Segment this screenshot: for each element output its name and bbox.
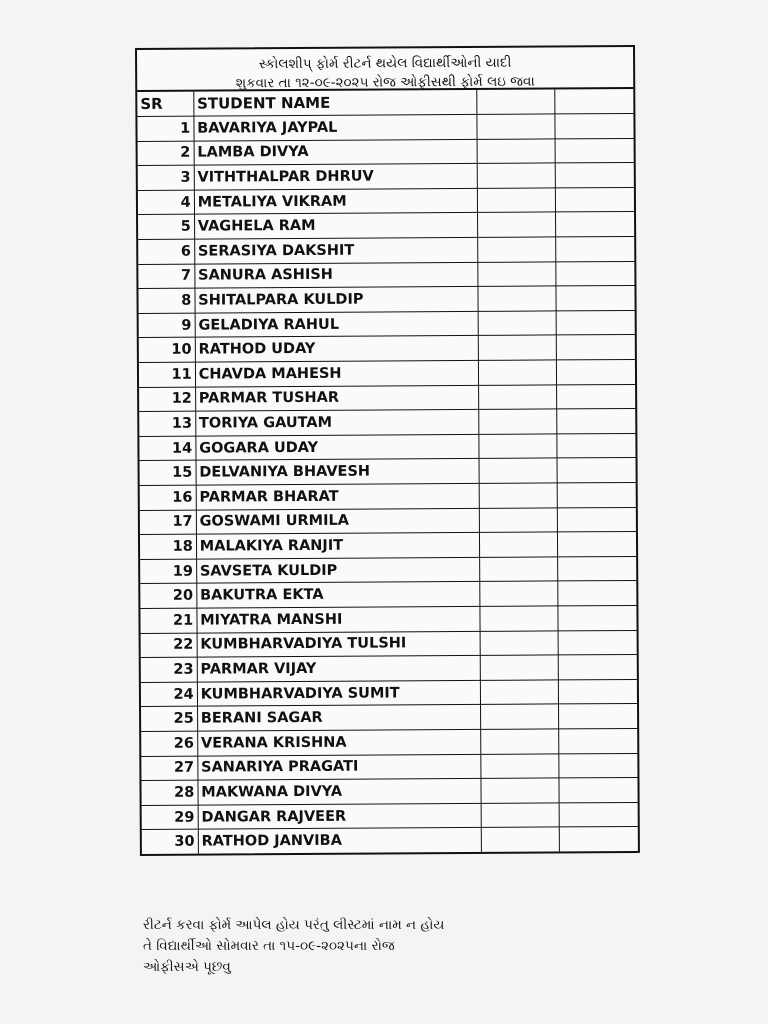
row-student-name: SERASIYA DAKSHIT — [194, 237, 477, 263]
row-blank-cell — [557, 433, 635, 458]
table-row — [139, 359, 635, 387]
row-blank-cell — [558, 655, 636, 680]
row-sr: 22 — [141, 633, 197, 658]
table-row — [138, 138, 634, 166]
row-student-name: PARMAR BHARAT — [196, 483, 479, 509]
row-blank-cell — [556, 237, 634, 262]
table-row — [138, 187, 634, 215]
header-title: સ્કોલશીપ્ ફોર્મ રીટર્ન થયેલ વિદ્યાર્થીઓની યાદી — [258, 54, 512, 73]
row-blank-cell — [477, 163, 555, 188]
row-blank-cell — [477, 114, 555, 139]
table-row — [140, 507, 636, 535]
row-blank-cell — [557, 482, 635, 507]
table-row — [142, 827, 638, 855]
row-blank-cell — [556, 310, 634, 335]
row-blank-cell — [481, 827, 559, 852]
row-student-name: KUMBHARVADIYA TULSHI — [197, 631, 480, 657]
row-blank-cell — [477, 212, 555, 237]
row-sr: 6 — [138, 239, 194, 264]
row-sr: 10 — [139, 338, 195, 363]
row-student-name: LAMBA DIVYA — [194, 139, 477, 165]
table-row — [138, 261, 634, 289]
row-blank-cell — [556, 212, 634, 237]
row-student-name: BAKUTRA EKTA — [196, 582, 479, 608]
column-header-name: STUDENT NAME — [193, 90, 476, 116]
table-row — [141, 728, 637, 756]
row-sr: 26 — [141, 731, 197, 756]
row-sr: 13 — [139, 411, 195, 436]
row-sr: 25 — [141, 706, 197, 731]
row-blank-cell — [558, 630, 636, 655]
row-blank-cell — [559, 753, 637, 778]
row-blank-cell — [559, 778, 637, 803]
row-student-name: PARMAR TUSHAR — [195, 385, 478, 411]
row-blank-cell — [556, 286, 634, 311]
row-blank-cell — [555, 163, 633, 188]
row-blank-cell — [479, 557, 557, 582]
row-blank-cell — [557, 384, 635, 409]
row-blank-cell — [478, 286, 556, 311]
table-row — [139, 384, 635, 412]
row-sr: 12 — [139, 387, 195, 412]
table-row — [138, 163, 634, 191]
row-sr: 16 — [140, 485, 196, 510]
row-blank-cell — [559, 679, 637, 704]
row-student-name: MAKWANA DIVYA — [198, 779, 481, 805]
table-row — [140, 482, 636, 510]
footer-line: રીટર્ન કરવા ફોર્મ આપેલ હોય પરંતુ લીસ્ટમાં નામ ન હોય — [143, 917, 445, 933]
row-sr: 27 — [141, 756, 197, 781]
row-student-name: SHITALPARA KULDIP — [195, 287, 478, 313]
row-student-name: VITHTHALPAR DHRUV — [194, 164, 477, 190]
row-sr: 2 — [138, 141, 194, 166]
row-blank-cell — [557, 359, 635, 384]
row-blank-cell — [479, 483, 557, 508]
row-student-name: BERANI SAGAR — [197, 705, 480, 731]
row-student-name: VERANA KRISHNA — [197, 729, 480, 755]
row-sr: 30 — [142, 829, 198, 854]
table-row — [137, 114, 633, 142]
row-sr: 17 — [140, 510, 196, 535]
row-student-name: RATHOD UDAY — [195, 336, 478, 362]
table-row — [139, 409, 635, 437]
row-blank-cell — [478, 262, 556, 287]
row-blank-cell — [480, 606, 558, 631]
column-header-sr: SR — [137, 92, 193, 117]
row-sr: 18 — [140, 534, 196, 559]
row-student-name: BAVARIYA JAYPAL — [194, 115, 477, 141]
footer-line: ઓફીસએ પૂછવુ — [143, 959, 231, 975]
row-sr: 29 — [142, 805, 198, 830]
row-blank-cell — [558, 605, 636, 630]
row-sr: 21 — [140, 608, 196, 633]
table-row — [139, 335, 635, 363]
row-sr: 23 — [141, 657, 197, 682]
row-blank-cell — [481, 729, 559, 754]
row-sr: 4 — [138, 190, 194, 215]
table-row — [140, 532, 636, 560]
row-student-name: SAVSETA KULDIP — [196, 557, 479, 583]
row-student-name: RATHOD JANVIBA — [198, 828, 481, 854]
row-sr: 1 — [137, 116, 193, 141]
footer-line: તે વિદ્યાર્થીઓ સોમવાર તા ૧૫-૦૯-૨૦૨૫ના રોજ — [143, 938, 395, 954]
row-student-name: METALIYA VIKRAM — [194, 188, 477, 214]
table-row — [141, 679, 637, 707]
row-blank-cell — [559, 827, 637, 852]
table-row — [139, 310, 635, 338]
row-blank-cell — [480, 630, 558, 655]
row-blank-cell — [557, 458, 635, 483]
row-sr: 9 — [139, 313, 195, 338]
table-row — [142, 802, 638, 830]
student-table — [137, 89, 638, 854]
table-row — [138, 237, 634, 265]
row-sr: 20 — [140, 584, 196, 609]
row-blank-cell — [557, 409, 635, 434]
row-student-name: PARMAR VIJAY — [197, 656, 480, 682]
row-student-name: VAGHELA RAM — [194, 213, 477, 239]
row-blank-cell — [479, 434, 557, 459]
row-blank-cell — [480, 704, 558, 729]
table-header-row — [137, 89, 633, 117]
row-blank-cell — [555, 114, 633, 139]
row-blank-cell — [478, 360, 556, 385]
row-blank-cell — [478, 335, 556, 360]
table-row — [141, 778, 637, 806]
table-row — [141, 630, 637, 658]
row-blank-cell — [558, 556, 636, 581]
list-header — [137, 47, 633, 92]
row-student-name: GOGARA UDAY — [196, 434, 479, 460]
row-sr: 5 — [138, 215, 194, 240]
row-blank-cell — [557, 507, 635, 532]
row-blank-cell — [559, 728, 637, 753]
row-blank-cell — [480, 680, 558, 705]
row-blank-cell — [478, 385, 556, 410]
row-student-name: CHAVDA MAHESH — [195, 360, 478, 386]
table-row — [140, 605, 636, 633]
table-row — [140, 556, 636, 584]
row-blank-cell — [559, 802, 637, 827]
row-student-name: SANARIYA PRAGATI — [198, 754, 481, 780]
table-row — [141, 655, 637, 683]
row-sr: 15 — [140, 461, 196, 486]
row-blank-cell — [479, 532, 557, 557]
row-blank-cell — [477, 139, 555, 164]
row-blank-cell — [478, 237, 556, 262]
row-sr: 24 — [141, 682, 197, 707]
table-row — [141, 753, 637, 781]
row-sr: 8 — [138, 288, 194, 313]
row-sr: 14 — [139, 436, 195, 461]
row-student-name: DANGAR RAJVEER — [198, 803, 481, 829]
row-sr: 19 — [140, 559, 196, 584]
row-student-name: GOSWAMI URMILA — [196, 508, 479, 534]
column-header-blank — [555, 89, 633, 114]
row-student-name: TORIYA GAUTAM — [195, 410, 478, 436]
column-header-blank — [477, 89, 555, 114]
row-blank-cell — [481, 753, 559, 778]
row-sr: 11 — [139, 362, 195, 387]
row-blank-cell — [555, 138, 633, 163]
row-sr: 7 — [138, 264, 194, 289]
row-blank-cell — [556, 335, 634, 360]
row-student-name: MIYATRA MANSHI — [197, 606, 480, 632]
table-row — [140, 581, 636, 609]
row-blank-cell — [479, 508, 557, 533]
table-row — [141, 704, 637, 732]
header-subtitle: શુકવાર તા ૧૨-૦૯-૨૦૨૫ રોજ ઓફીસથી ફોર્મ લઇ જવા — [235, 73, 535, 92]
row-blank-cell — [480, 655, 558, 680]
row-student-name: GELADIYA RAHUL — [195, 311, 478, 337]
row-blank-cell — [479, 458, 557, 483]
row-blank-cell — [481, 803, 559, 828]
row-blank-cell — [558, 532, 636, 557]
row-blank-cell — [478, 311, 556, 336]
row-blank-cell — [481, 778, 559, 803]
row-blank-cell — [477, 188, 555, 213]
row-blank-cell — [556, 261, 634, 286]
footer-note — [143, 915, 444, 978]
row-blank-cell — [559, 704, 637, 729]
row-blank-cell — [558, 581, 636, 606]
row-blank-cell — [479, 409, 557, 434]
table-row — [138, 286, 634, 314]
row-sr: 3 — [138, 165, 194, 190]
table-body — [137, 114, 637, 855]
table-row — [139, 433, 635, 461]
row-blank-cell — [556, 187, 634, 212]
row-blank-cell — [480, 581, 558, 606]
row-sr: 28 — [141, 780, 197, 805]
row-student-name: KUMBHARVADIYA SUMIT — [197, 680, 480, 706]
row-student-name: SANURA ASHISH — [195, 262, 478, 288]
row-student-name: MALAKIYA RANJIT — [196, 533, 479, 559]
table-row — [140, 458, 636, 486]
student-list-sheet — [135, 45, 640, 856]
table-row — [138, 212, 634, 240]
row-student-name: DELVANIYA BHAVESH — [196, 459, 479, 485]
